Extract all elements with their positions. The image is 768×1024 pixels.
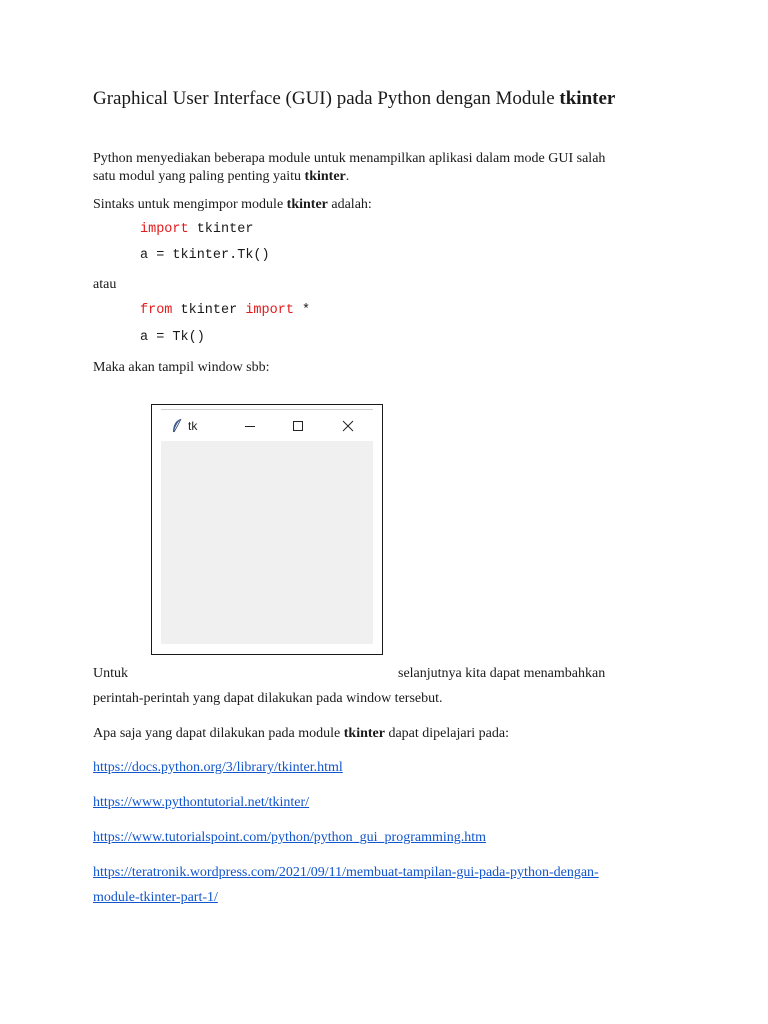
paragraph-untuk-left: Untuk	[93, 666, 128, 681]
paragraph-syntax	[93, 196, 372, 214]
code-line-assign2: a = Tk()	[140, 330, 205, 345]
paragraph-window: Maka akan tampil window sbb:	[93, 360, 270, 375]
window-client-area	[161, 441, 373, 644]
close-icon[interactable]	[338, 417, 358, 435]
window-title: tk	[188, 419, 198, 433]
minimize-icon[interactable]	[240, 417, 260, 435]
intro-text: satu modul yang paling penting yaitu	[93, 169, 305, 184]
intro-bold: tkinter	[304, 169, 346, 184]
paragraph-untuk-line2: perintah-perintah yang dapat dilakukan pada window tersebut.	[93, 691, 443, 706]
title-text: Graphical User Interface (GUI) pada Python dengan Module	[93, 88, 560, 109]
tk-window-screenshot	[151, 404, 383, 655]
link-python-docs[interactable]: https://docs.python.org/3/library/tkinter.html	[93, 760, 343, 775]
resources-suffix: dapat dipelajari pada:	[384, 726, 509, 741]
resources-text: Apa saja yang dapat dilakukan pada module	[93, 726, 344, 741]
feather-icon	[171, 418, 183, 434]
paragraph-atau: atau	[93, 277, 117, 292]
maximize-icon[interactable]	[288, 417, 308, 435]
syntax-bold: tkinter	[286, 197, 328, 212]
paragraph-resources	[93, 725, 509, 743]
syntax-text: Sintaks untuk mengimpor module	[93, 197, 287, 212]
resources-bold: tkinter	[343, 726, 385, 741]
code-keyword: import	[140, 222, 189, 237]
link-teratronik-line2[interactable]: module-tkinter-part-1/	[93, 890, 218, 905]
title-bold-text: tkinter	[559, 88, 616, 109]
link-teratronik-line1[interactable]: https://teratronik.wordpress.com/2021/09/11/membuat-tampilan-gui-pada-python-dengan-	[93, 865, 599, 880]
link-pythontutorial[interactable]: https://www.pythontutorial.net/tkinter/	[93, 795, 310, 810]
code-line-from-import	[140, 303, 310, 318]
code-line-import	[140, 222, 253, 237]
paragraph-intro-line1: Python menyediakan beberapa module untuk menampilkan aplikasi dalam mode GUI salah	[93, 151, 606, 166]
syntax-suffix: adalah:	[327, 197, 372, 212]
intro-suffix: .	[345, 169, 350, 184]
code-text-mid: tkinter	[172, 303, 246, 318]
window-titlebar	[161, 411, 373, 441]
link-tutorialspoint[interactable]: https://www.tutorialspoint.com/python/python_gui_programming.htm	[93, 830, 487, 845]
window-top-border	[161, 409, 373, 410]
page-title	[93, 88, 615, 110]
code-keyword-from: from	[140, 303, 173, 318]
paragraph-untuk-right: selanjutnya kita dapat menambahkan	[398, 666, 606, 681]
code-keyword-import: import	[245, 303, 294, 318]
code-text-end: *	[293, 303, 311, 318]
code-line-assign: a = tkinter.Tk()	[140, 248, 270, 263]
code-text: tkinter	[188, 222, 254, 237]
paragraph-intro-line2	[93, 168, 349, 186]
